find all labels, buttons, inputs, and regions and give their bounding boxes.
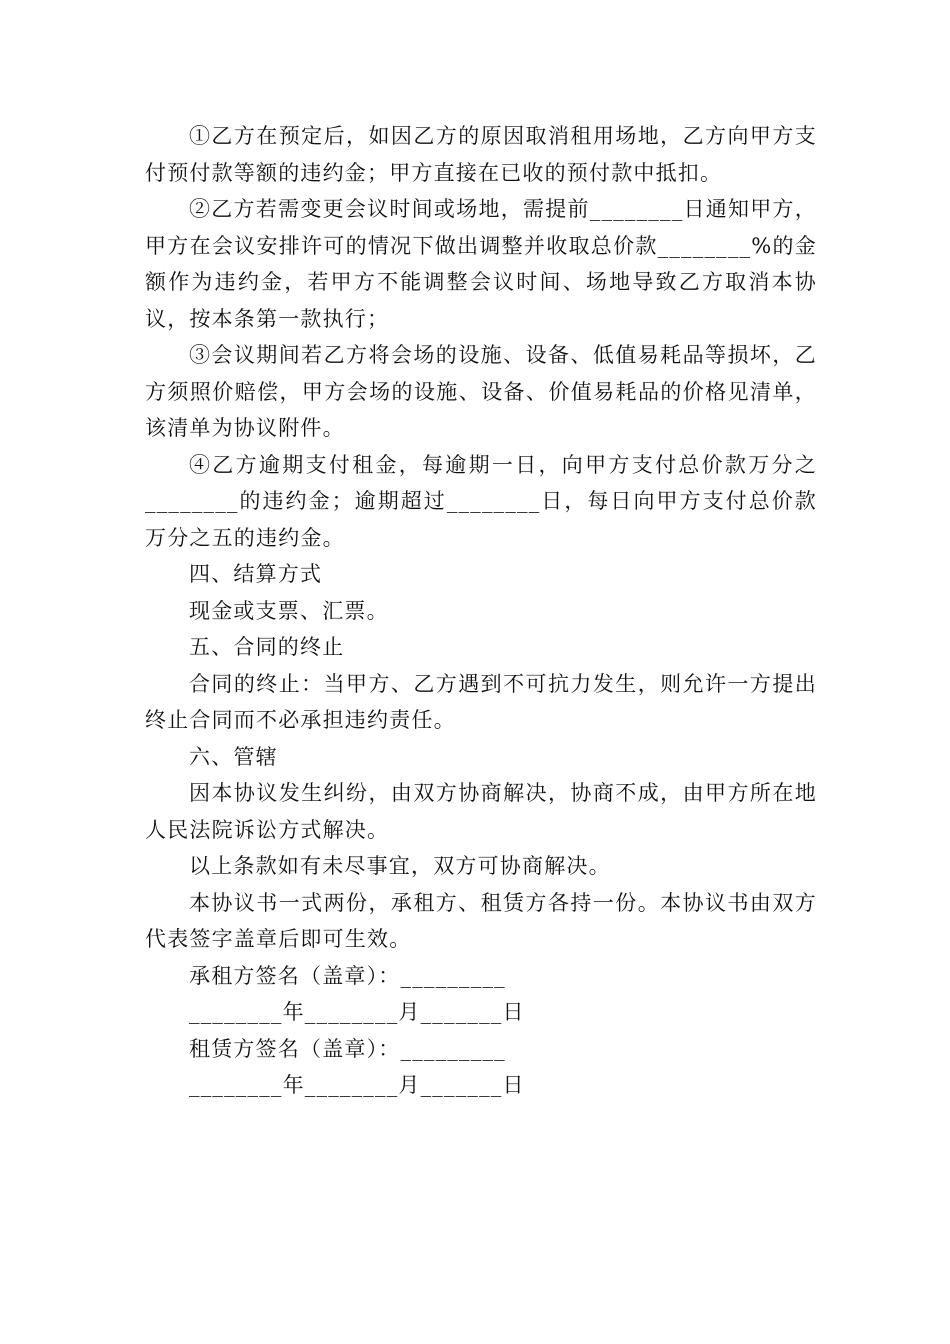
lessee-date-line: ________年________月_______日: [189, 1000, 525, 1024]
section-5-body: 合同的终止：当甲方、乙方遇到不可抗力发生，则允许一方提出终止合同而不必承担违约责任。: [145, 671, 817, 732]
clause-4: ④乙方逾期支付租金，每逾期一日，向甲方支付总价款万分之________的违约金；逾期超过________日，每日向甲方支付总价款万分之五的违约金。: [145, 452, 817, 550]
lessor-signature-line: 租赁方签名（盖章）：_________: [189, 1036, 506, 1061]
document-body: [145, 118, 817, 1104]
remarks-unresolved: 以上条款如有未尽事宜，双方可协商解决。: [189, 854, 611, 878]
clause-1: ①乙方在预定后，如因乙方的原因取消租用场地，乙方向甲方支付预付款等额的违约金；甲方直接在已收的预付款中抵扣。: [145, 124, 817, 185]
clause-2: ②乙方若需变更会议时间或场地，需提前________日通知甲方，甲方在会议安排许可的情况下做出调整并收取总价款________%的金额作为违约金，若甲方不能调整会议时间、场地导致乙方取消本协议，按本条第一款执行；: [145, 197, 817, 331]
clause-3: ③会议期间若乙方将会场的设施、设备、低值易耗品等损坏，乙方须照价赔偿，甲方会场的设施、设备、价值易耗品的价格见清单，该清单为协议附件。: [145, 343, 817, 440]
section-4-title: 四、结算方式: [189, 562, 323, 586]
section-4-body: 现金或支票、汇票。: [189, 598, 389, 623]
section-6-body: 因本协议发生纠纷，由双方协商解决，协商不成，由甲方所在地人民法院诉讼方式解决。: [145, 781, 817, 842]
section-5-title: 五、合同的终止: [189, 635, 345, 659]
lessee-signature-line: 承租方签名（盖章）：_________: [189, 963, 506, 988]
remarks-copies: 本协议书一式两份，承租方、租赁方各持一份。本协议书由双方代表签字盖章后即可生效。: [145, 890, 817, 951]
lessor-date-line: ________年________月_______日: [189, 1073, 525, 1097]
section-6-title: 六、管辖: [189, 744, 278, 769]
